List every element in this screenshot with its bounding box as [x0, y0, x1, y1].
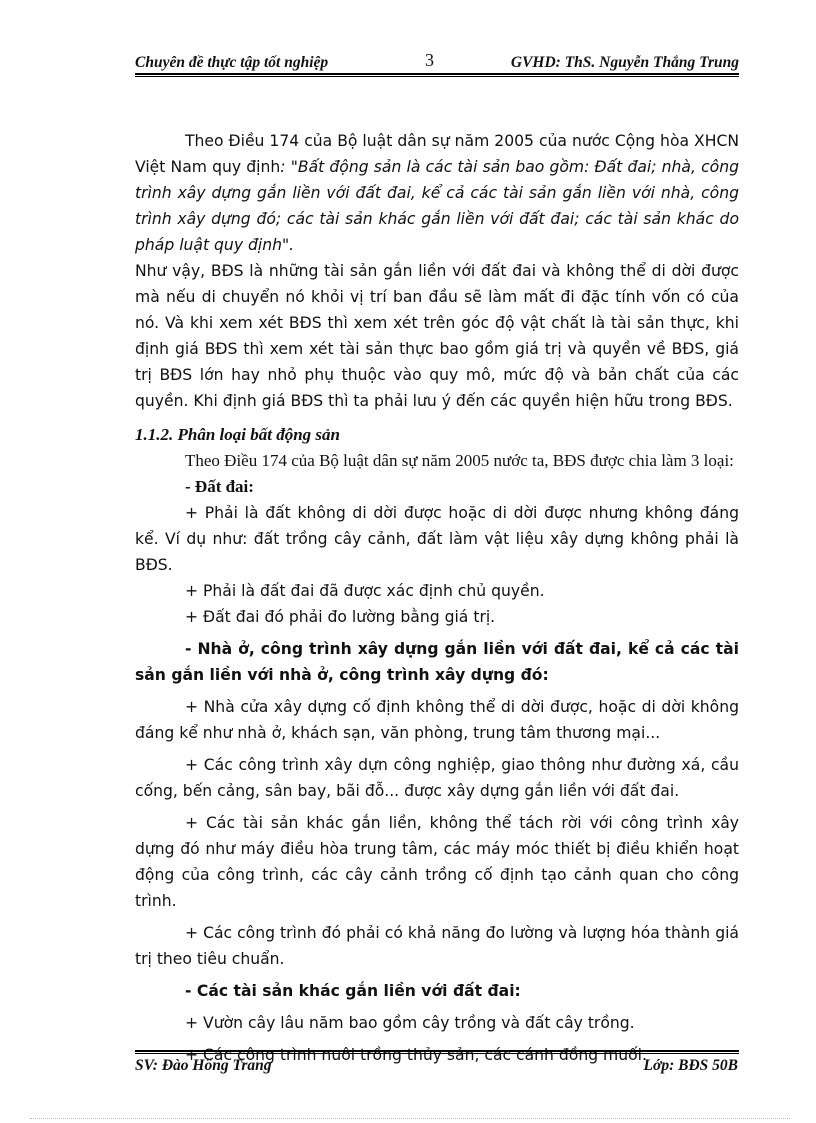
- page-edge-divider: [30, 1118, 790, 1119]
- group2-item: + Các công trình đó phải có khả năng đo lường và lượng hóa thành giá trị theo tiêu chuẩn.: [135, 924, 739, 968]
- group1-item: + Phải là đất đai đã được xác định chủ quyền.: [185, 582, 545, 600]
- group3-item: + Các công trình nuôi trồng thủy sản, các cánh đồng muối.: [185, 1046, 647, 1064]
- group1-title: - Đất đai:: [185, 477, 254, 496]
- group2-item: + Nhà cửa xây dựng cố định không thể di dời được, hoặc di dời không đáng kể như nhà ở, khách sạn, văn phòng, trung tâm thương mại...: [135, 698, 739, 742]
- section-heading: 1.1.2. Phân loại bất động sản: [135, 425, 340, 444]
- footer-rule-thin: [135, 1053, 739, 1054]
- header-rule-thin: [135, 76, 739, 77]
- page-number: 3: [425, 50, 434, 70]
- header-title: Chuyên đề thực tập tốt nghiệp: [135, 54, 329, 71]
- group2-title: - Nhà ở, công trình xây dựng gắn liền với đất đai, kể cả các tài sản gắn liền với nhà ở, công trình xây dựng đó:: [135, 640, 739, 684]
- page-header: [135, 50, 739, 74]
- group3-item: + Vườn cây lâu năm bao gồm cây trồng và đất cây trồng.: [185, 1014, 635, 1032]
- header-supervisor: GVHD: ThS. Nguyễn Thắng Trung: [510, 54, 739, 71]
- intro-lead: Theo Điều 174 của Bộ luật dân sự năm 2005 của nước Cộng hòa XHCN Việt Nam quy định: [135, 132, 739, 176]
- intro-quote: : "Bất động sản là các tài sản bao gồm: Đất đai; nhà, công trình xây dựng gắn liền với đất đai, kể cả các tài sản gắn liền với nhà, công trình xây dựng đó; các tài sản khác gắn liền với đất đai; các tài sản khác do pháp luật quy định".: [135, 158, 739, 254]
- page-body: [135, 128, 739, 1068]
- group1-item: + Đất đai đó phải đo lường bằng giá trị.: [185, 608, 496, 626]
- intro-paragraph: [135, 128, 739, 258]
- section-intro: Theo Điều 174 của Bộ luật dân sự năm 2005 nước ta, BĐS được chia làm 3 loại:: [185, 451, 734, 470]
- footer-rule: [135, 1050, 739, 1052]
- footer-class: Lớp: BĐS 50B: [643, 1057, 738, 1074]
- group3-title: - Các tài sản khác gắn liền với đất đai:: [185, 982, 521, 1000]
- intro-rest: Như vậy, BĐS là những tài sản gắn liền với đất đai và không thể di dời được mà nếu di chuyển nó khỏi vị trí ban đầu sẽ làm mất đi đặc tính vốn có của nó. Và khi xem xét BĐS thì xem xét trên góc độ vật chất là tài sản thực, khi định giá BĐS thì xem xét tài sản thực bao gồm giá trị và quyền về BĐS, giá trị BĐS lớn hay nhỏ phụ thuộc vào quy mô, mức độ và bản chất của các quyền. Khi định giá BĐS thì ta phải lưu ý đến các quyền hiện hữu trong BĐS.: [135, 262, 739, 410]
- group2-item: + Các tài sản khác gắn liền, không thể tách rời với công trình xây dựng đó như máy điều hòa trung tâm, các máy móc thiết bị điều khiển hoạt động của công trình, các cây cảnh trồng cố định tạo cảnh quan cho công trình.: [135, 814, 739, 910]
- group1-item: + Phải là đất không di dời được hoặc di dời được nhưng không đáng kể. Ví dụ như: đất trồng cây cảnh, đất làm vật liệu xây dựng không phải là BĐS.: [135, 504, 739, 574]
- footer-student: SV: Đào Hồng Trang: [135, 1057, 272, 1074]
- group2-item: + Các công trình xây dựn công nghiệp, giao thông như đường xá, cầu cống, bến cảng, sân bay, bãi đỗ... được xây dựng gắn liền với đất đai.: [135, 756, 739, 800]
- header-rule: [135, 73, 739, 75]
